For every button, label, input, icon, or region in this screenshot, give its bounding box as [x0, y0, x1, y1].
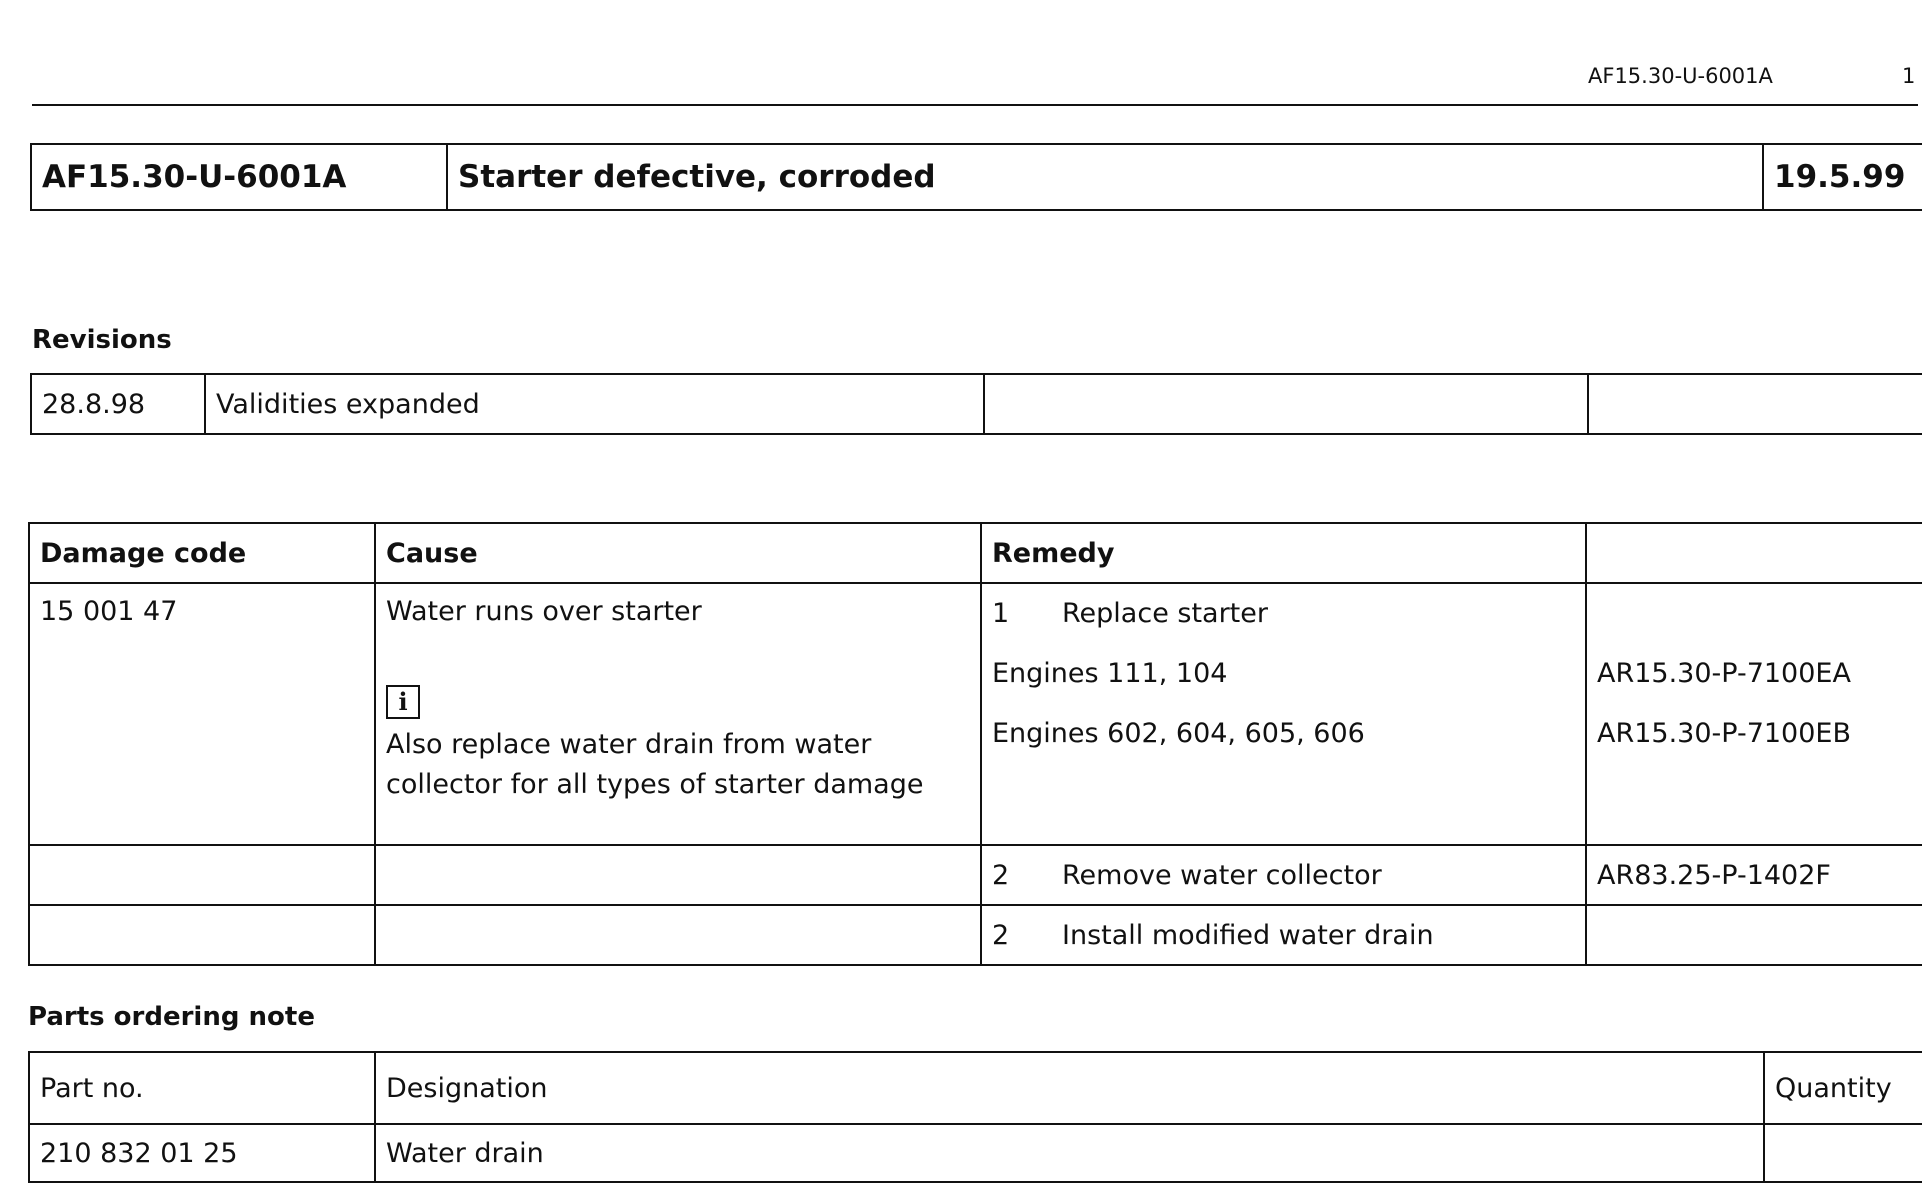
document-title: Starter defective, corroded — [447, 144, 1763, 210]
cause-text: Water runs over starter — [386, 596, 702, 627]
remedy-step-number: 1 — [992, 598, 1010, 629]
empty-cell — [375, 905, 981, 965]
header-doc-ref: AF15.30-U-6001A — [1588, 64, 1773, 88]
damage-table-header — [29, 523, 1922, 583]
table-row — [29, 1124, 1922, 1182]
cause-cell — [375, 583, 981, 845]
reference-link: AR15.30-P-7100EB — [1597, 718, 1851, 749]
table-row — [29, 905, 1922, 965]
revision-text: Validities expanded — [205, 374, 984, 434]
info-note: Also replace water drain from water collector for all types of starter damage — [386, 729, 924, 800]
reference-link — [1586, 905, 1922, 965]
document-code: AF15.30-U-6001A — [31, 144, 447, 210]
title-block — [30, 143, 1922, 211]
remedy-step-line — [992, 584, 1575, 644]
empty-cell — [29, 845, 375, 905]
header-reference — [1586, 523, 1922, 583]
remedy-step-line — [981, 845, 1586, 905]
revisions-table — [30, 373, 1922, 435]
header-designation: Designation — [375, 1052, 1764, 1124]
remedy-step-text: Replace starter — [1062, 598, 1268, 629]
parts-table — [28, 1051, 1922, 1183]
damage-code: 15 001 47 — [29, 583, 375, 845]
page-number: 1 — [1902, 64, 1916, 88]
empty-cell — [29, 905, 375, 965]
part-number: 210 832 01 25 — [29, 1124, 375, 1182]
header-quantity: Quantity — [1764, 1052, 1922, 1124]
document-date: 19.5.99 — [1763, 144, 1922, 210]
damage-table — [28, 522, 1922, 966]
revision-empty-cell — [1588, 374, 1922, 434]
header-cause: Cause — [375, 523, 981, 583]
reference-link: AR83.25-P-1402F — [1586, 845, 1922, 905]
header-part-no: Part no. — [29, 1052, 375, 1124]
revision-row — [31, 374, 1922, 434]
parts-table-header — [29, 1052, 1922, 1124]
header-remedy: Remedy — [981, 523, 1586, 583]
remedy-cell — [981, 583, 1586, 845]
info-box — [386, 685, 970, 719]
reference-cell — [1586, 583, 1922, 845]
revisions-heading: Revisions — [32, 325, 172, 355]
remedy-step-line — [981, 905, 1586, 965]
part-designation: Water drain — [375, 1124, 1764, 1182]
empty-cell — [375, 845, 981, 905]
part-quantity — [1764, 1124, 1922, 1182]
info-icon: i — [386, 685, 420, 719]
parts-heading: Parts ordering note — [28, 1002, 315, 1032]
engine-group-label: Engines 602, 604, 605, 606 — [992, 718, 1365, 749]
remedy-step-text: Install modified water drain — [1062, 919, 1434, 951]
remedy-step-text: Remove water collector — [1062, 859, 1382, 891]
table-row — [29, 845, 1922, 905]
header-damage-code: Damage code — [29, 523, 375, 583]
table-row — [29, 583, 1922, 845]
header-rule — [32, 104, 1918, 106]
reference-link: AR15.30-P-7100EA — [1597, 658, 1851, 689]
engine-group-label: Engines 111, 104 — [992, 658, 1228, 689]
revision-date: 28.8.98 — [31, 374, 205, 434]
remedy-step-number: 2 — [992, 919, 1010, 951]
revision-empty-cell — [984, 374, 1588, 434]
remedy-step-number: 2 — [992, 859, 1010, 891]
